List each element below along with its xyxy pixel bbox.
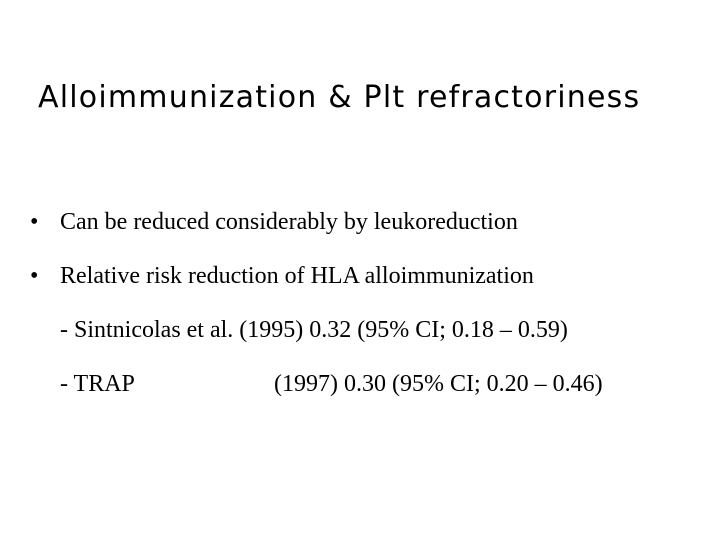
bullet-text: Can be reduced considerably by leukoreduction: [60, 209, 518, 235]
sub-item: [60, 368, 603, 400]
bullet-item: [30, 260, 534, 292]
bullet-item: [30, 206, 518, 238]
sub-item-detail: (1997) 0.30 (95% CI; 0.20 – 0.46): [274, 371, 603, 397]
sub-item-text: - Sintnicolas et al. (1995) 0.32 (95% CI; 0.18 – 0.59): [60, 317, 568, 343]
slide-title: Alloimmunization & Plt refractoriness: [38, 80, 641, 115]
sub-item: [60, 314, 568, 346]
bullet-marker: •: [30, 263, 39, 289]
bullet-text: Relative risk reduction of HLA alloimmunization: [60, 263, 534, 289]
sub-item-label: - TRAP: [60, 371, 135, 397]
bullet-marker: •: [30, 209, 39, 235]
